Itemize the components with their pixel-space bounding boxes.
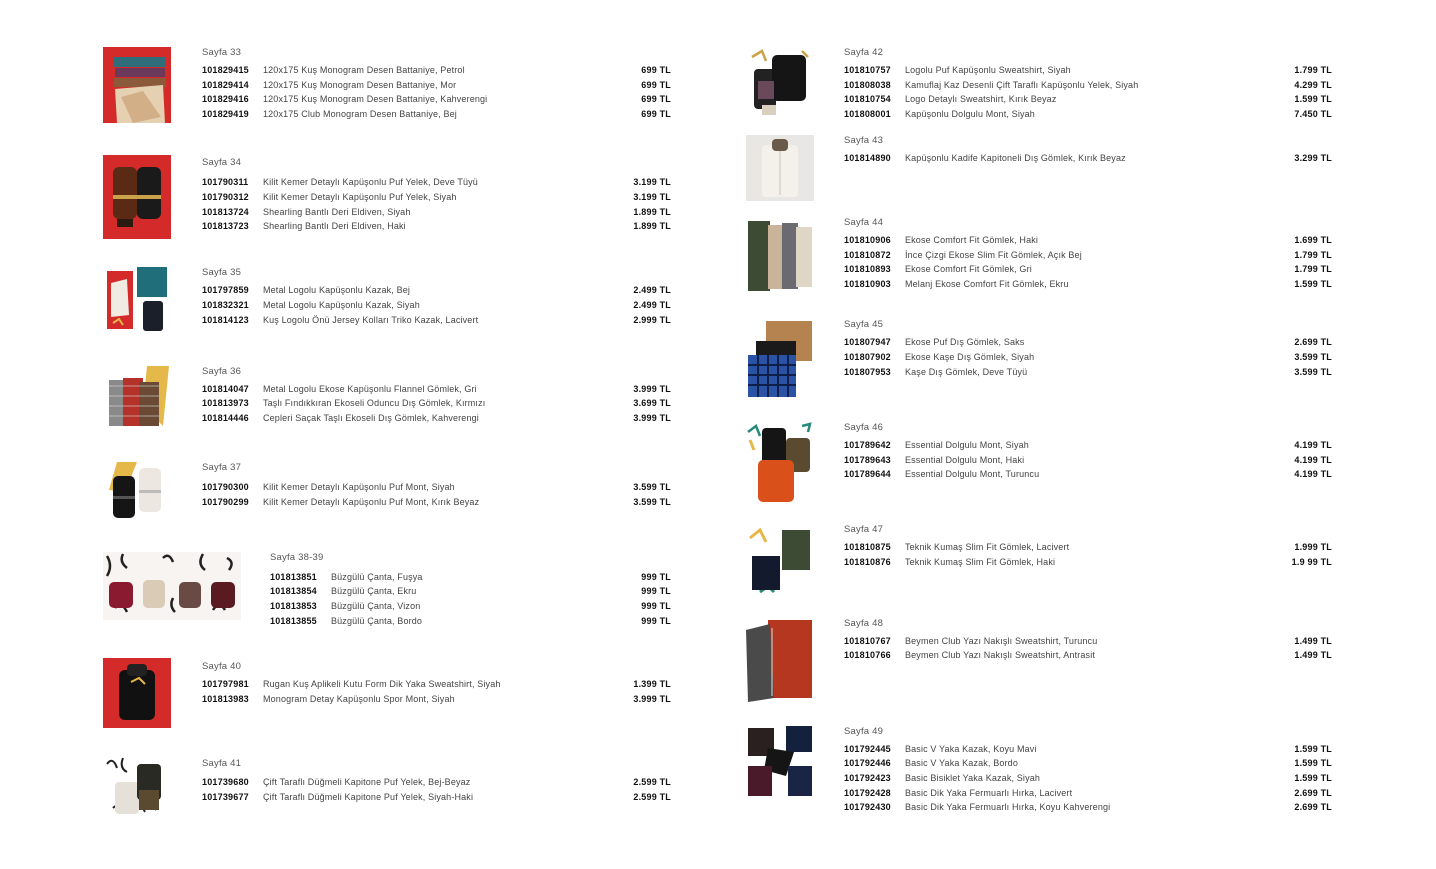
- product-description: Metal Logolu Kapüşonlu Kazak, Siyah: [263, 300, 420, 310]
- page-label: Sayfa 46: [844, 422, 884, 433]
- product-code: 101814047: [202, 384, 249, 394]
- section-sayfa-35: [103, 267, 671, 337]
- sweatshirt-product-image[interactable]: [103, 658, 171, 728]
- list-item: [202, 219, 671, 234]
- product-price: 3.599 TL: [1294, 352, 1332, 362]
- product-price: 1.799 TL: [1294, 264, 1332, 274]
- product-description: Kilit Kemer Detaylı Kapüşonlu Puf Yelek, Siyah: [263, 192, 457, 202]
- product-description: Kaşe Dış Gömlek, Deve Tüyü: [905, 367, 1028, 377]
- section-sayfa-42: [746, 47, 1332, 119]
- product-code: 101792430: [844, 802, 891, 812]
- product-description: Büzgülü Çanta, Ekru: [331, 586, 417, 596]
- product-price: 3.699 TL: [633, 398, 671, 408]
- list-item: [844, 78, 1332, 93]
- product-price: 1.599 TL: [1294, 279, 1332, 289]
- product-description: Çift Taraflı Düğmeli Kapitone Puf Yelek, Bej-Beyaz: [263, 777, 471, 787]
- product-price: 1.9 99 TL: [1291, 557, 1332, 567]
- product-price: 2.599 TL: [633, 777, 671, 787]
- product-price: 999 TL: [641, 586, 671, 596]
- product-description: Basic Dik Yaka Fermuarlı Hırka, Lacivert: [905, 788, 1073, 798]
- product-code: 101813851: [270, 572, 317, 582]
- product-price: 2.699 TL: [1294, 788, 1332, 798]
- list-item: [844, 786, 1332, 801]
- list-item: [202, 677, 671, 692]
- section-sayfa-33: [103, 47, 671, 127]
- product-description: 120x175 Kuş Monogram Desen Battaniye, Kahverengi: [263, 94, 488, 104]
- product-description: Çift Taraflı Düğmeli Kapitone Puf Yelek, Siyah-Haki: [263, 792, 474, 802]
- list-item: [844, 233, 1332, 248]
- list-item: [202, 382, 671, 397]
- section-sayfa-36: [103, 366, 671, 430]
- quilted-vest-product-image[interactable]: [103, 754, 171, 820]
- product-description: Ekose Puf Dış Gömlek, Saks: [905, 337, 1025, 347]
- product-price: 699 TL: [641, 109, 671, 119]
- product-price: 3.999 TL: [633, 384, 671, 394]
- product-description: Beymen Club Yazı Nakışlı Sweatshirt, Antrasit: [905, 650, 1095, 660]
- page-label: Sayfa 49: [844, 726, 884, 737]
- product-description: Shearling Bantlı Deri Eldiven, Siyah: [263, 207, 411, 217]
- list-item: [270, 570, 671, 585]
- list-item: [202, 78, 671, 93]
- list-item: [270, 584, 671, 599]
- product-code: 101790312: [202, 192, 249, 202]
- product-price: 1.599 TL: [1294, 758, 1332, 768]
- list-item: [202, 396, 671, 411]
- list-item: [844, 742, 1332, 757]
- section-sayfa-44: [746, 217, 1332, 293]
- list-item: [202, 775, 671, 790]
- list-item: [844, 63, 1332, 78]
- product-price: 3.599 TL: [633, 482, 671, 492]
- product-description: İnce Çizgi Ekose Slim Fit Gömlek, Açık Bej: [905, 250, 1082, 260]
- page-label: Sayfa 47: [844, 524, 884, 535]
- product-description: Kuş Logolu Önü Jersey Kolları Triko Kazak, Lacivert: [263, 315, 479, 325]
- section-sayfa-38-39: [103, 552, 671, 626]
- list-item: [844, 365, 1332, 380]
- list-item: [844, 771, 1332, 786]
- list-item: [844, 634, 1332, 649]
- product-price: 4.199 TL: [1294, 440, 1332, 450]
- product-code: 101810766: [844, 650, 891, 660]
- product-price: 1.499 TL: [1294, 650, 1332, 660]
- product-description: Teknik Kumaş Slim Fit Gömlek, Haki: [905, 557, 1056, 567]
- padded-jackets-product-image[interactable]: [746, 422, 814, 506]
- product-description: Shearling Bantlı Deri Eldiven, Haki: [263, 221, 406, 231]
- page-label: Sayfa 35: [202, 267, 242, 278]
- product-description: Kamuflaj Kaz Desenli Çift Taraflı Kapüşonlu Yelek, Siyah: [905, 80, 1139, 90]
- product-code: 101813854: [270, 586, 317, 596]
- list-item: [202, 92, 671, 107]
- page-label: Sayfa 43: [844, 135, 884, 146]
- product-description: Melanj Ekose Comfort Fit Gömlek, Ekru: [905, 279, 1069, 289]
- hoodie-and-vest-product-image[interactable]: [746, 47, 814, 119]
- product-price: 3.999 TL: [633, 413, 671, 423]
- product-price: 2.499 TL: [633, 300, 671, 310]
- list-item: [844, 248, 1332, 263]
- product-description: Logolu Puf Kapüşonlu Sweatshirt, Siyah: [905, 65, 1071, 75]
- product-price: 1.399 TL: [633, 679, 671, 689]
- list-item: [202, 411, 671, 426]
- section-sayfa-48: [746, 618, 1332, 704]
- product-description: Taşlı Fındıkkıran Ekoseli Oduncu Dış Gömlek, Kırmızı: [263, 398, 486, 408]
- list-item: [844, 107, 1332, 122]
- product-description: Basic Dik Yaka Fermuarlı Hırka, Koyu Kahverengi: [905, 802, 1111, 812]
- list-item: [202, 480, 671, 495]
- product-code: 101810872: [844, 250, 891, 260]
- section-sayfa-46: [746, 422, 1332, 506]
- product-description: Büzgülü Çanta, Vizon: [331, 601, 421, 611]
- product-price: 2.699 TL: [1294, 337, 1332, 347]
- list-item: [202, 63, 671, 78]
- product-code: 101829419: [202, 109, 249, 119]
- product-code: 101790299: [202, 497, 249, 507]
- section-sayfa-43: [746, 135, 1332, 203]
- page-label: Sayfa 42: [844, 47, 884, 58]
- list-item: [202, 790, 671, 805]
- knitwear-product-image[interactable]: [746, 726, 814, 798]
- product-description: Basic V Yaka Kazak, Koyu Mavi: [905, 744, 1037, 754]
- product-code: 101810876: [844, 557, 891, 567]
- product-description: Kapüşonlu Kadife Kapitoneli Dış Gömlek, Kırık Beyaz: [905, 153, 1126, 163]
- product-code: 101789644: [844, 469, 891, 479]
- product-code: 101808001: [844, 109, 891, 119]
- product-code: 101792445: [844, 744, 891, 754]
- product-code: 101813853: [270, 601, 317, 611]
- product-description: Essential Dolgulu Mont, Haki: [905, 455, 1025, 465]
- product-price: 2.499 TL: [633, 285, 671, 295]
- list-item: [202, 495, 671, 510]
- page-label: Sayfa 45: [844, 319, 884, 330]
- product-code: 101813973: [202, 398, 249, 408]
- product-price: 1.599 TL: [1294, 744, 1332, 754]
- product-description: Kilit Kemer Detaylı Kapüşonlu Puf Yelek, Deve Tüyü: [263, 177, 478, 187]
- list-item: [844, 555, 1332, 570]
- product-price: 1.799 TL: [1294, 65, 1332, 75]
- flannel-shirt-product-image[interactable]: [103, 366, 171, 430]
- product-code: 101792446: [844, 758, 891, 768]
- section-sayfa-47: [746, 524, 1332, 598]
- product-code: 101810893: [844, 264, 891, 274]
- puffer-vest-product-image[interactable]: [103, 155, 171, 239]
- product-price: 7.450 TL: [1294, 109, 1332, 119]
- section-sayfa-49: [746, 726, 1332, 816]
- product-description: Rugan Kuş Aplikeli Kutu Form Dik Yaka Sweatshirt, Siyah: [263, 679, 501, 689]
- product-code: 101832321: [202, 300, 249, 310]
- product-description: Kapüşonlu Dolgulu Mont, Siyah: [905, 109, 1035, 119]
- product-code: 101807947: [844, 337, 891, 347]
- product-code: 101807902: [844, 352, 891, 362]
- embroidered-sweatshirt-product-image[interactable]: [746, 618, 814, 704]
- page-label: Sayfa 41: [202, 758, 242, 769]
- list-item: [202, 283, 671, 298]
- product-description: Metal Logolu Ekose Kapüşonlu Flannel Gömlek, Gri: [263, 384, 477, 394]
- product-code: 101829416: [202, 94, 249, 104]
- product-price: 4.299 TL: [1294, 80, 1332, 90]
- product-description: 120x175 Club Monogram Desen Battaniye, Bej: [263, 109, 457, 119]
- product-code: 101789642: [844, 440, 891, 450]
- shirts-product-image[interactable]: [746, 217, 814, 293]
- product-code: 101810754: [844, 94, 891, 104]
- page-label: Sayfa 48: [844, 618, 884, 629]
- puffer-coat-product-image[interactable]: [103, 462, 171, 520]
- product-code: 101813983: [202, 694, 249, 704]
- product-price: 2.699 TL: [1294, 802, 1332, 812]
- product-description: Beymen Club Yazı Nakışlı Sweatshirt, Turuncu: [905, 636, 1098, 646]
- product-code: 101810757: [844, 65, 891, 75]
- product-description: Basic V Yaka Kazak, Bordo: [905, 758, 1018, 768]
- list-item: [270, 614, 671, 629]
- product-code: 101739677: [202, 792, 249, 802]
- list-item: [844, 262, 1332, 277]
- product-code: 101829415: [202, 65, 249, 75]
- product-code: 101829414: [202, 80, 249, 90]
- product-price: 2.999 TL: [633, 315, 671, 325]
- page-label: Sayfa 36: [202, 366, 242, 377]
- product-code: 101739680: [202, 777, 249, 787]
- product-description: Teknik Kumaş Slim Fit Gömlek, Lacivert: [905, 542, 1070, 552]
- list-item: [202, 107, 671, 122]
- hooded-sweater-product-image[interactable]: [103, 265, 171, 335]
- product-price: 699 TL: [641, 65, 671, 75]
- product-price: 3.299 TL: [1294, 153, 1332, 163]
- product-description: Essential Dolgulu Mont, Turuncu: [905, 469, 1040, 479]
- section-sayfa-45: [746, 319, 1332, 399]
- list-item: [202, 692, 671, 707]
- product-code: 101789643: [844, 455, 891, 465]
- product-price: 999 TL: [641, 572, 671, 582]
- product-code: 101810903: [844, 279, 891, 289]
- page-label: Sayfa 37: [202, 462, 242, 473]
- product-code: 101792423: [844, 773, 891, 783]
- product-price: 1.799 TL: [1294, 250, 1332, 260]
- product-code: 101813723: [202, 221, 249, 231]
- list-item: [202, 298, 671, 313]
- product-code: 101810906: [844, 235, 891, 245]
- product-code: 101810767: [844, 636, 891, 646]
- page-label: Sayfa 38-39: [270, 552, 324, 563]
- blankets-product-image[interactable]: [103, 47, 171, 123]
- product-price: 3.199 TL: [633, 192, 671, 202]
- list-item: [844, 92, 1332, 107]
- product-description: Büzgülü Çanta, Bordo: [331, 616, 423, 626]
- bags-product-image[interactable]: [103, 552, 241, 620]
- product-code: 101808038: [844, 80, 891, 90]
- product-description: 120x175 Kuş Monogram Desen Battaniye, Petrol: [263, 65, 465, 75]
- product-price: 1.599 TL: [1294, 773, 1332, 783]
- page-label: Sayfa 34: [202, 157, 242, 168]
- list-item: [844, 277, 1332, 292]
- product-price: 3.999 TL: [633, 694, 671, 704]
- section-sayfa-40: [103, 661, 671, 731]
- product-price: 1.899 TL: [633, 221, 671, 231]
- section-sayfa-34: [103, 157, 671, 241]
- outer-shirts-product-image[interactable]: [746, 319, 814, 399]
- product-price: 1.699 TL: [1294, 235, 1332, 245]
- product-price: 699 TL: [641, 80, 671, 90]
- page-label: Sayfa 44: [844, 217, 884, 228]
- product-price: 1.599 TL: [1294, 94, 1332, 104]
- page-label: Sayfa 40: [202, 661, 242, 672]
- product-description: Basic Bisiklet Yaka Kazak, Siyah: [905, 773, 1041, 783]
- product-description: 120x175 Kuş Monogram Desen Battaniye, Mor: [263, 80, 457, 90]
- product-price: 1.999 TL: [1294, 542, 1332, 552]
- product-code: 101797859: [202, 285, 249, 295]
- product-code: 101790311: [202, 177, 249, 187]
- page-label: Sayfa 33: [202, 47, 242, 58]
- product-price: 4.199 TL: [1294, 469, 1332, 479]
- list-item: [844, 335, 1332, 350]
- list-item: [844, 756, 1332, 771]
- product-price: 4.199 TL: [1294, 455, 1332, 465]
- section-sayfa-41: [103, 758, 671, 824]
- product-description: Ekose Kaşe Dış Gömlek, Siyah: [905, 352, 1035, 362]
- product-description: Kilit Kemer Detaylı Kapüşonlu Puf Mont, Siyah: [263, 482, 455, 492]
- list-item: [202, 175, 671, 190]
- product-price: 3.599 TL: [633, 497, 671, 507]
- product-code: 101814890: [844, 153, 891, 163]
- product-code: 101813855: [270, 616, 317, 626]
- list-item: [270, 599, 671, 614]
- product-description: Metal Logolu Kapüşonlu Kazak, Bej: [263, 285, 411, 295]
- list-item: [844, 800, 1332, 815]
- product-price: 2.599 TL: [633, 792, 671, 802]
- list-item: [844, 453, 1332, 468]
- product-code: 101790300: [202, 482, 249, 492]
- tech-shirts-product-image[interactable]: [746, 524, 814, 598]
- list-item: [844, 467, 1332, 482]
- product-price: 3.199 TL: [633, 177, 671, 187]
- product-description: Logo Detaylı Sweatshirt, Kırık Beyaz: [905, 94, 1057, 104]
- product-code: 101807953: [844, 367, 891, 377]
- product-code: 101810875: [844, 542, 891, 552]
- product-description: Ekose Comfort Fit Gömlek, Gri: [905, 264, 1032, 274]
- product-description: Monogram Detay Kapüşonlu Spor Mont, Siyah: [263, 694, 455, 704]
- product-price: 3.599 TL: [1294, 367, 1332, 377]
- overshirt-product-image[interactable]: [746, 135, 814, 201]
- product-code: 101797981: [202, 679, 249, 689]
- product-price: 699 TL: [641, 94, 671, 104]
- product-code: 101814123: [202, 315, 249, 325]
- product-description: Cepleri Saçak Taşlı Ekoseli Dış Gömlek, Kahverengi: [263, 413, 479, 423]
- product-code: 101792428: [844, 788, 891, 798]
- list-item: [844, 438, 1332, 453]
- list-item: [844, 151, 1332, 166]
- product-description: Büzgülü Çanta, Fuşya: [331, 572, 423, 582]
- product-code: 101813724: [202, 207, 249, 217]
- list-item: [202, 313, 671, 328]
- product-price: 999 TL: [641, 616, 671, 626]
- product-description: Essential Dolgulu Mont, Siyah: [905, 440, 1029, 450]
- product-price: 999 TL: [641, 601, 671, 611]
- list-item: [202, 205, 671, 220]
- list-item: [844, 540, 1332, 555]
- section-sayfa-37: [103, 462, 671, 520]
- product-description: Ekose Comfort Fit Gömlek, Haki: [905, 235, 1039, 245]
- product-price: 1.899 TL: [633, 207, 671, 217]
- product-code: 101814446: [202, 413, 249, 423]
- list-item: [844, 350, 1332, 365]
- product-price: 1.499 TL: [1294, 636, 1332, 646]
- product-description: Kilit Kemer Detaylı Kapüşonlu Puf Mont, Kırık Beyaz: [263, 497, 480, 507]
- list-item: [202, 190, 671, 205]
- list-item: [844, 648, 1332, 663]
